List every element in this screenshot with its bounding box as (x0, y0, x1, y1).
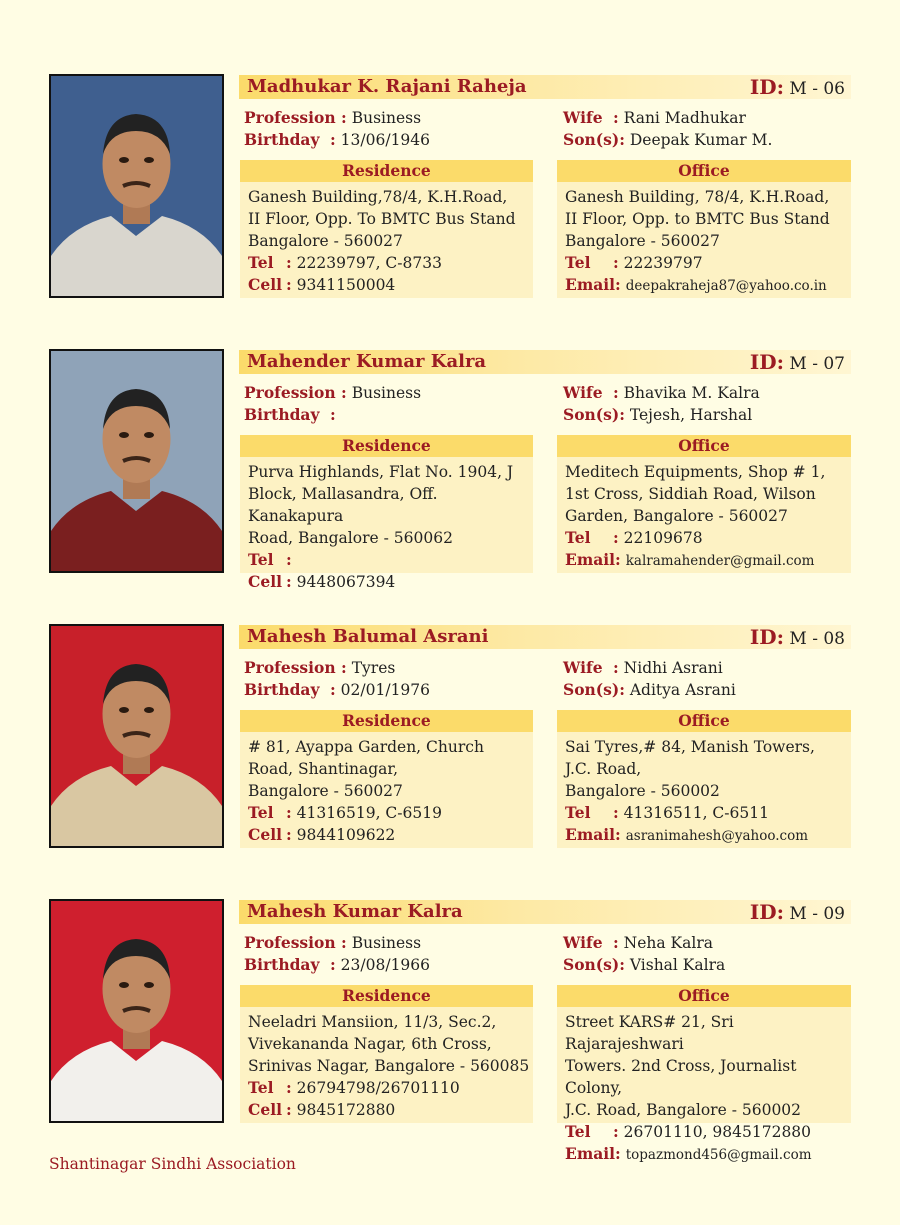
birthday-sep: : (330, 955, 336, 974)
id-value: M - 08 (789, 629, 845, 649)
residence-box (240, 160, 533, 298)
profession-row (244, 933, 421, 952)
name-bar (239, 350, 851, 374)
residence-tel-value: 22239797, C-8733 (296, 254, 442, 272)
member-entry (0, 349, 900, 591)
residence-tel-sep: : (286, 550, 292, 569)
id-label: ID: (749, 625, 784, 649)
residence-tel-label: Tel (248, 550, 274, 569)
profession-label: Profession : (244, 658, 347, 677)
member-name: Mahesh Kumar Kalra (247, 901, 463, 922)
residence-cell-row (248, 824, 533, 846)
residence-cell-row (248, 571, 533, 593)
residence-heading: Residence (240, 710, 533, 732)
profession-row (244, 383, 421, 402)
office-email-label: Email (565, 1144, 616, 1163)
residence-address: # 81, Ayappa Garden, Church Road, Shantinagar, Bangalore - 560027 (248, 738, 484, 800)
office-tel-label: Tel (565, 803, 591, 822)
residence-tel-row (248, 252, 533, 274)
office-email-row (565, 274, 851, 297)
id-label: ID: (749, 900, 784, 924)
profession-value: Business (351, 934, 422, 952)
wife-value: Nidhi Asrani (623, 659, 723, 677)
member-name: Mahender Kumar Kalra (247, 351, 487, 372)
sons-label: Son(s): (563, 680, 625, 699)
profession-label: Profession : (244, 933, 347, 952)
wife-row (563, 108, 746, 127)
birthday-value: 13/06/1946 (340, 131, 431, 149)
member-entry (0, 899, 900, 1163)
office-tel-row (565, 1121, 851, 1143)
residence-cell-sep: : (286, 572, 292, 591)
office-email-sep: : (615, 275, 621, 294)
office-tel-value: 22109678 (623, 529, 703, 547)
residence-body (240, 732, 533, 846)
footer-association-name: Shantinagar Sindhi Association (49, 1155, 296, 1173)
profession-value: Business (351, 384, 422, 402)
wife-label: Wife (563, 658, 603, 677)
office-email-row (565, 1143, 851, 1166)
name-bar (239, 900, 851, 924)
member-id (750, 625, 845, 649)
residence-body (240, 1007, 533, 1121)
office-address: Meditech Equipments, Shop # 1, 1st Cross, Siddiah Road, Wilson Garden, Bangalore - 560027 (565, 463, 826, 525)
residence-cell-value: 9448067394 (296, 573, 396, 591)
office-tel-value: 22239797 (623, 254, 703, 272)
birthday-row (244, 130, 430, 149)
office-box (557, 435, 851, 573)
residence-heading: Residence (240, 435, 533, 457)
office-email-label: Email (565, 825, 616, 844)
member-entry (0, 624, 900, 854)
id-label: ID: (749, 350, 784, 374)
birthday-label: Birthday (244, 680, 320, 699)
residence-heading: Residence (240, 985, 533, 1007)
office-email-sep: : (615, 550, 621, 569)
sons-row (563, 130, 772, 149)
office-box (557, 160, 851, 298)
office-tel-label: Tel (565, 528, 591, 547)
office-body (557, 1007, 851, 1166)
wife-sep: : (613, 383, 619, 402)
profession-value: Tyres (351, 659, 396, 677)
member-name: Madhukar K. Rajani Raheja (247, 76, 527, 97)
residence-address: Purva Highlands, Flat No. 1904, J Block, Mallasandra, Off. Kanakapura Road, Bangalore - 560062 (248, 463, 514, 547)
birthday-label: Birthday (244, 130, 320, 149)
office-tel-sep: : (613, 253, 619, 272)
office-box (557, 710, 851, 848)
birthday-sep: : (330, 130, 336, 149)
office-email-label: Email (565, 275, 616, 294)
residence-address: Neeladri Mansiion, 11/3, Sec.2, Vivekananda Nagar, 6th Cross, Srinivas Nagar, Bangalore - 560085 (248, 1013, 530, 1075)
sons-value: Aditya Asrani (629, 681, 736, 699)
member-id (750, 75, 845, 99)
residence-tel-label: Tel (248, 1078, 274, 1097)
name-bar (239, 625, 851, 649)
wife-row (563, 658, 723, 677)
residence-body (240, 182, 533, 296)
id-value: M - 09 (789, 904, 845, 924)
residence-cell-row (248, 1099, 533, 1121)
birthday-label: Birthday (244, 955, 320, 974)
profession-row (244, 108, 421, 127)
profession-value: Business (351, 109, 422, 127)
residence-tel-value: 26794798/26701110 (296, 1079, 460, 1097)
wife-sep: : (613, 108, 619, 127)
residence-cell-value: 9845172880 (296, 1101, 396, 1119)
birthday-label: Birthday (244, 405, 320, 424)
member-photo (49, 349, 224, 573)
name-bar (239, 75, 851, 99)
residence-cell-sep: : (286, 275, 292, 294)
office-email-sep: : (615, 1144, 621, 1163)
wife-value: Bhavika M. Kalra (623, 384, 760, 402)
residence-cell-value: 9844109622 (296, 826, 396, 844)
office-tel-value: 26701110, 9845172880 (623, 1123, 812, 1141)
sons-label: Son(s): (563, 130, 625, 149)
office-email-row (565, 549, 851, 572)
sons-value: Vishal Kalra (629, 956, 726, 974)
id-value: M - 06 (789, 79, 845, 99)
wife-sep: : (613, 933, 619, 952)
member-entry (0, 74, 900, 304)
birthday-value: 02/01/1976 (340, 681, 431, 699)
wife-label: Wife (563, 383, 603, 402)
portrait-graphic (51, 626, 222, 846)
wife-label: Wife (563, 933, 603, 952)
sons-value: Tejesh, Harshal (629, 406, 753, 424)
wife-sep: : (613, 658, 619, 677)
office-tel-sep: : (613, 1122, 619, 1141)
birthday-value: 23/08/1966 (340, 956, 431, 974)
office-heading: Office (557, 985, 851, 1007)
office-address: Street KARS# 21, Sri Rajarajeshwari Towers. 2nd Cross, Journalist Colony, J.C. Road, Bangalore - 560002 (565, 1013, 802, 1119)
residence-cell-label: Cell (248, 572, 282, 591)
office-email-value[interactable]: topazmond456@gmail.com (625, 1147, 812, 1163)
office-email-value[interactable]: kalramahender@gmail.com (625, 553, 815, 569)
profession-label: Profession : (244, 108, 347, 127)
member-id (750, 900, 845, 924)
birthday-sep: : (330, 680, 336, 699)
member-photo (49, 624, 224, 848)
office-body (557, 457, 851, 572)
residence-tel-value: 41316519, C-6519 (296, 804, 442, 822)
member-name: Mahesh Balumal Asrani (247, 626, 489, 647)
residence-cell-sep: : (286, 1100, 292, 1119)
portrait-graphic (51, 76, 222, 296)
wife-row (563, 933, 713, 952)
office-tel-row (565, 252, 851, 274)
sons-value: Deepak Kumar M. (629, 131, 773, 149)
wife-value: Neha Kalra (623, 934, 713, 952)
residence-tel-sep: : (286, 1078, 292, 1097)
residence-tel-label: Tel (248, 253, 274, 272)
member-id (750, 350, 845, 374)
residence-tel-sep: : (286, 803, 292, 822)
residence-body (240, 457, 533, 593)
birthday-row (244, 680, 430, 699)
residence-tel-row (248, 802, 533, 824)
office-email-sep: : (615, 825, 621, 844)
residence-tel-row (248, 1077, 533, 1099)
residence-tel-row (248, 549, 533, 571)
sons-row (563, 680, 736, 699)
office-tel-row (565, 527, 851, 549)
birthday-sep: : (330, 405, 336, 424)
wife-row (563, 383, 760, 402)
wife-value: Rani Madhukar (623, 109, 746, 127)
office-heading: Office (557, 710, 851, 732)
birthday-row (244, 955, 430, 974)
office-email-row (565, 824, 851, 847)
office-email-value[interactable]: asranimahesh@yahoo.com (625, 828, 809, 844)
residence-cell-value: 9341150004 (296, 276, 396, 294)
office-tel-row (565, 802, 851, 824)
sons-label: Son(s): (563, 405, 625, 424)
portrait-graphic (51, 901, 222, 1121)
office-tel-value: 41316511, C-6511 (623, 804, 769, 822)
sons-row (563, 405, 752, 424)
sons-row (563, 955, 725, 974)
residence-box (240, 435, 533, 591)
office-heading: Office (557, 160, 851, 182)
office-tel-sep: : (613, 528, 619, 547)
id-value: M - 07 (789, 354, 845, 374)
member-photo (49, 899, 224, 1123)
office-body (557, 182, 851, 297)
portrait-graphic (51, 351, 222, 571)
sons-label: Son(s): (563, 955, 625, 974)
profession-row (244, 658, 395, 677)
id-label: ID: (749, 75, 784, 99)
residence-box (240, 710, 533, 848)
member-photo (49, 74, 224, 298)
residence-tel-sep: : (286, 253, 292, 272)
residence-tel-label: Tel (248, 803, 274, 822)
residence-box (240, 985, 533, 1123)
office-body (557, 732, 851, 847)
office-tel-label: Tel (565, 1122, 591, 1141)
birthday-row (244, 405, 336, 424)
profession-label: Profession : (244, 383, 347, 402)
residence-cell-row (248, 274, 533, 296)
residence-heading: Residence (240, 160, 533, 182)
office-tel-sep: : (613, 803, 619, 822)
office-tel-label: Tel (565, 253, 591, 272)
residence-cell-sep: : (286, 825, 292, 844)
office-email-value[interactable]: deepakraheja87@yahoo.co.in (625, 278, 827, 294)
office-heading: Office (557, 435, 851, 457)
residence-cell-label: Cell (248, 1100, 282, 1119)
residence-cell-label: Cell (248, 825, 282, 844)
wife-label: Wife (563, 108, 603, 127)
office-address: Ganesh Building, 78/4, K.H.Road, II Floor, Opp. to BMTC Bus Stand Bangalore - 560027 (565, 188, 830, 250)
residence-cell-label: Cell (248, 275, 282, 294)
office-box (557, 985, 851, 1163)
residence-address: Ganesh Building,78/4, K.H.Road, II Floor, Opp. To BMTC Bus Stand Bangalore - 560027 (248, 188, 516, 250)
office-address: Sai Tyres,# 84, Manish Towers, J.C. Road, Bangalore - 560002 (565, 738, 815, 800)
office-email-label: Email (565, 550, 616, 569)
